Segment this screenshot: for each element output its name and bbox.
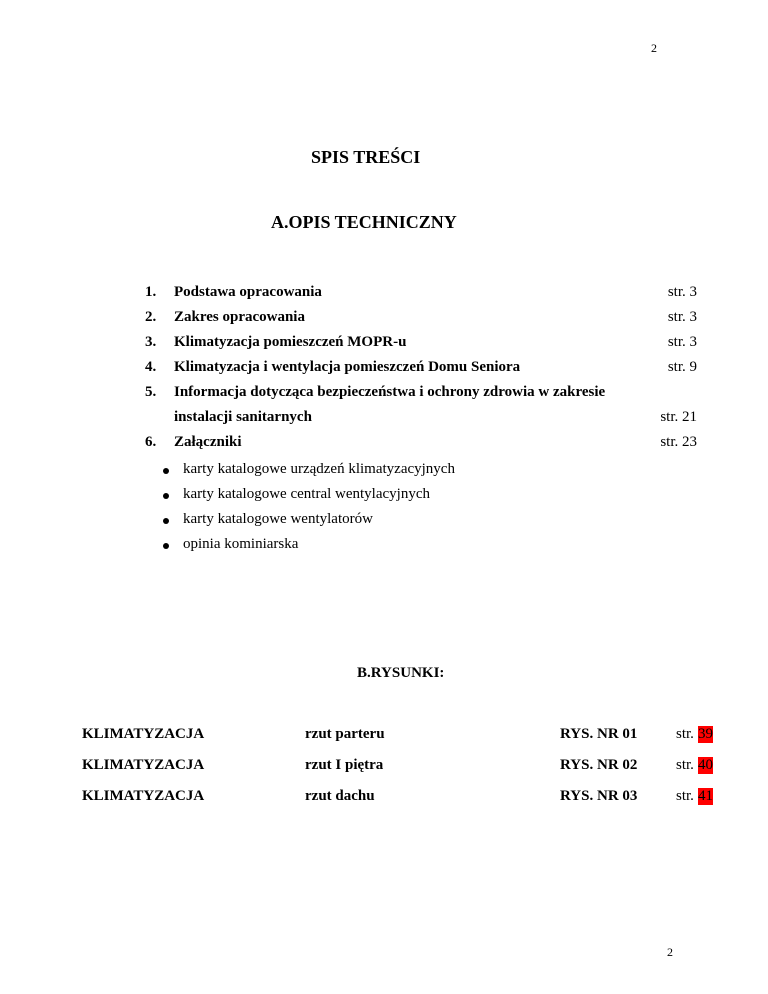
toc-item-page: str. 9	[667, 359, 697, 375]
bullet-icon	[163, 543, 169, 549]
toc-item-label: Zakres opracowania	[174, 309, 305, 325]
part-a-heading: A.OPIS TECHNICZNY	[271, 212, 457, 232]
toc-item-label: Klimatyzacja pomieszczeń MOPR-u	[174, 334, 407, 350]
drawing-view: rzut I piętra	[305, 757, 384, 773]
drawing-number: RYS. NR 01	[560, 726, 638, 742]
contents-heading: SPIS TREŚCI	[311, 147, 421, 167]
drawing-number: RYS. NR 02	[560, 757, 638, 773]
attachment-item: karty katalogowe central wentylacyjnych	[183, 486, 430, 502]
drawing-page: 39	[698, 726, 713, 742]
toc-item-number: 6.	[145, 434, 157, 450]
toc-item-number: 1.	[145, 284, 157, 300]
drawing-page: 41	[698, 788, 713, 804]
toc-item-label-continued: instalacji sanitarnych	[174, 409, 312, 425]
attachment-item: karty katalogowe wentylatorów	[183, 511, 373, 527]
attachment-item: karty katalogowe urządzeń klimatyzacyjnych	[183, 461, 455, 477]
bullet-icon	[163, 468, 169, 474]
bullet-icon	[163, 493, 169, 499]
toc-item-number: 2.	[145, 309, 157, 325]
attachment-item: opinia kominiarska	[183, 536, 299, 552]
toc-item-number: 3.	[145, 334, 157, 350]
drawing-view: rzut dachu	[305, 788, 375, 804]
page-number-top: 2	[651, 41, 657, 55]
page-number-bottom: 2	[667, 945, 673, 959]
toc-item-page: str. 3	[667, 309, 697, 325]
part-b-heading: B.RYSUNKI:	[357, 665, 445, 681]
drawing-str-label: str.	[676, 726, 694, 742]
drawing-number: RYS. NR 03	[560, 788, 638, 804]
toc-item-number: 5.	[145, 384, 157, 400]
drawing-str-label: str.	[676, 757, 694, 773]
toc-item-page: str. 3	[667, 334, 697, 350]
drawing-category: KLIMATYZACJA	[82, 788, 205, 804]
toc-item-label: Podstawa opracowania	[174, 284, 322, 300]
toc-item-page: str. 3	[667, 284, 697, 300]
toc-item-page: str. 21	[660, 409, 697, 425]
toc-item-page: str. 23	[660, 434, 697, 450]
drawing-str-label: str.	[676, 788, 694, 804]
toc-item-label: Informacja dotycząca bezpieczeństwa i ochrony zdrowia w zakresie	[174, 384, 606, 400]
toc-item-label: Klimatyzacja i wentylacja pomieszczeń Domu Seniora	[174, 359, 521, 375]
toc-item-label: Załączniki	[174, 434, 242, 450]
toc-item-number: 4.	[145, 359, 157, 375]
drawing-page: 40	[698, 757, 713, 773]
bullet-icon	[163, 518, 169, 524]
drawing-category: KLIMATYZACJA	[82, 726, 205, 742]
drawing-view: rzut parteru	[305, 726, 385, 742]
drawing-category: KLIMATYZACJA	[82, 757, 205, 773]
